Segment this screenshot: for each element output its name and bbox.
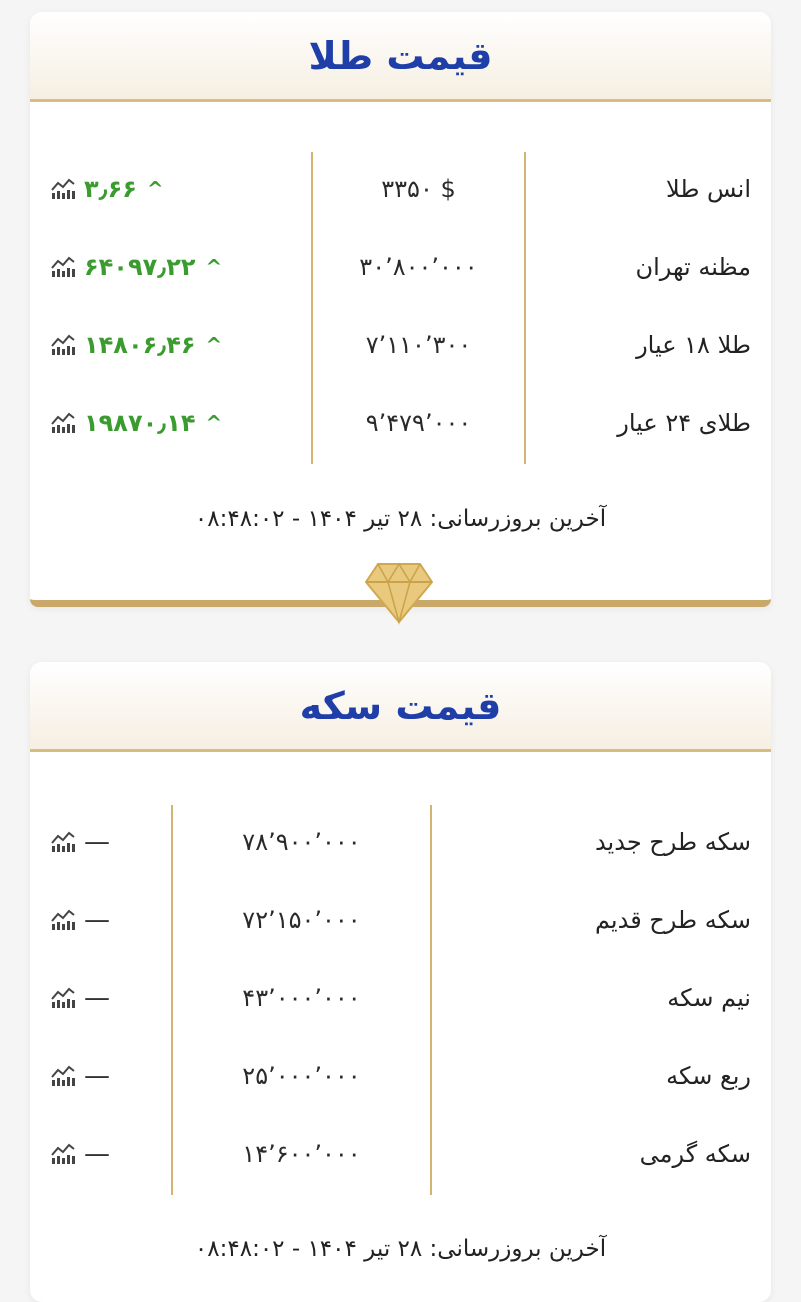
coin-row-gram	[30, 1134, 771, 1174]
change-value: ۱۹۸۷۰٫۱۴	[84, 409, 196, 437]
coin-item-name: نیم سکه	[667, 984, 751, 1012]
bar-chart-icon[interactable]	[50, 334, 76, 356]
no-change-indicator: —	[84, 827, 110, 857]
diamond-icon	[364, 560, 434, 626]
gold-price-card	[30, 12, 771, 607]
chevron-up-icon: ^	[205, 255, 223, 279]
gold-row-24k	[30, 403, 771, 443]
change-value: ۶۴۰۹۷٫۲۲	[84, 253, 196, 281]
bar-chart-icon[interactable]	[50, 831, 76, 853]
coin-item-change	[50, 1056, 110, 1096]
bar-chart-icon[interactable]	[50, 987, 76, 1009]
no-change-indicator: —	[84, 905, 110, 935]
no-change-indicator: —	[84, 1139, 110, 1169]
gold-item-name: طلا ۱۸ عیار	[636, 331, 751, 359]
no-change-indicator: —	[84, 1061, 110, 1091]
bar-chart-icon[interactable]	[50, 412, 76, 434]
gold-item-change	[50, 403, 222, 443]
coin-last-update: آخرین بروزرسانی: ۲۸ تیر ۱۴۰۴ - ۰۸:۴۸:۰۲	[194, 1236, 607, 1262]
gold-card-title: قیمت طلا	[308, 33, 493, 78]
coin-row-half	[30, 978, 771, 1018]
gold-row-18k	[30, 325, 771, 365]
no-change-indicator: —	[84, 983, 110, 1013]
coin-item-price: ۴۳٬۰۰۰٬۰۰۰	[242, 984, 361, 1012]
bar-chart-icon[interactable]	[50, 1143, 76, 1165]
coin-item-price: ۱۴٬۶۰۰٬۰۰۰	[242, 1140, 361, 1168]
change-value: ۱۴۸۰۶٫۴۶	[84, 331, 196, 359]
change-value: ۳٫۶۶	[84, 175, 137, 203]
gold-item-price: ۷٬۱۱۰٬۳۰۰	[365, 331, 472, 359]
gold-item-price: $ ۳۳۵۰	[381, 175, 456, 203]
coin-item-name: سکه طرح جدید	[594, 828, 751, 856]
coin-row-quarter	[30, 1056, 771, 1096]
gold-item-change	[50, 169, 164, 209]
coin-item-name: سکه طرح قدیم	[594, 906, 751, 934]
gold-item-name: طلای ۲۴ عیار	[617, 409, 751, 437]
chevron-up-icon: ^	[205, 411, 223, 435]
coin-price-card	[30, 662, 771, 1302]
coin-row-new	[30, 822, 771, 862]
coin-item-change	[50, 822, 110, 862]
bar-chart-icon[interactable]	[50, 909, 76, 931]
coin-card-header	[30, 662, 771, 752]
bar-chart-icon[interactable]	[50, 178, 76, 200]
bar-chart-icon[interactable]	[50, 256, 76, 278]
gold-item-name: انس طلا	[666, 175, 751, 203]
coin-card-title: قیمت سکه	[299, 683, 502, 728]
chevron-up-icon: ^	[205, 333, 223, 357]
coin-row-old	[30, 900, 771, 940]
coin-item-price: ۷۸٬۹۰۰٬۰۰۰	[242, 828, 361, 856]
coin-item-name: ربع سکه	[666, 1062, 751, 1090]
bar-chart-icon[interactable]	[50, 1065, 76, 1087]
coin-item-change	[50, 900, 110, 940]
coin-item-change	[50, 1134, 110, 1174]
chevron-up-icon: ^	[146, 177, 164, 201]
coin-item-price: ۷۲٬۱۵۰٬۰۰۰	[242, 906, 361, 934]
gold-last-update: آخرین بروزرسانی: ۲۸ تیر ۱۴۰۴ - ۰۸:۴۸:۰۲	[194, 506, 607, 532]
coin-item-change	[50, 978, 110, 1018]
gold-item-name: مظنه تهران	[635, 253, 751, 281]
gold-card-header	[30, 12, 771, 102]
coin-item-price: ۲۵٬۰۰۰٬۰۰۰	[242, 1062, 361, 1090]
gold-item-change	[50, 247, 222, 287]
gold-item-price: ۹٬۴۷۹٬۰۰۰	[365, 409, 472, 437]
gold-row-tehran	[30, 247, 771, 287]
gold-item-price: ۳۰٬۸۰۰٬۰۰۰	[359, 253, 478, 281]
coin-item-name: سکه گرمی	[639, 1140, 751, 1168]
gold-row-ounce	[30, 169, 771, 209]
gold-item-change	[50, 325, 222, 365]
